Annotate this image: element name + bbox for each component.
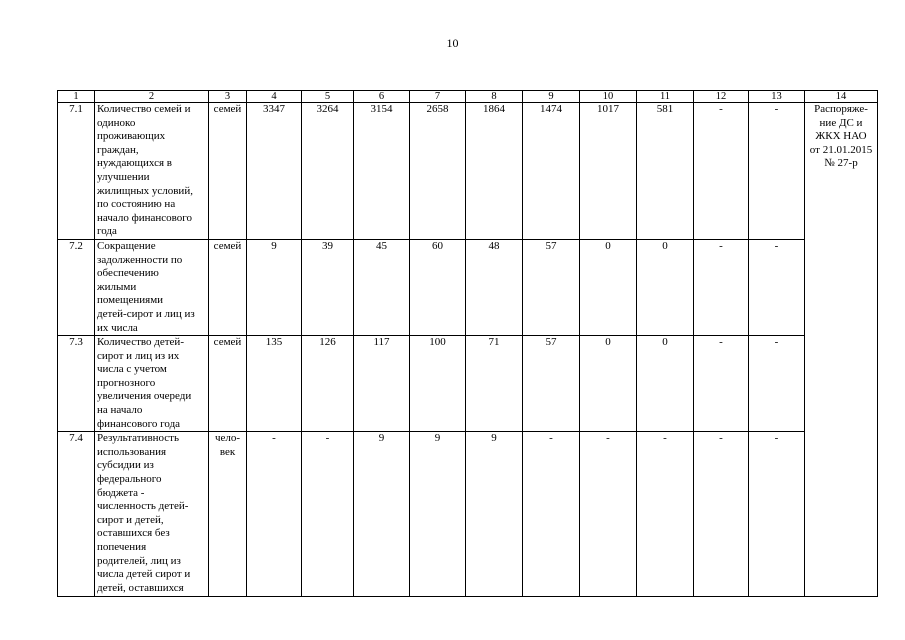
row-value: 71 [466, 336, 523, 432]
row-description-text: Количество семей и одиноко проживающих граждан, нуждающихся в улучшении жилищных условий, по состоянию на начало финансового года [97, 103, 193, 238]
row-value: 57 [523, 336, 580, 432]
row-value: 100 [410, 336, 466, 432]
row-value: 126 [302, 336, 354, 432]
row-number: 7.1 [58, 103, 95, 240]
row-value: 0 [637, 336, 694, 432]
row-value: - [247, 432, 302, 597]
column-header: 11 [637, 91, 694, 103]
column-header: 7 [410, 91, 466, 103]
column-header: 1 [58, 91, 95, 103]
row-unit-text: семей [213, 103, 242, 115]
row-value: - [749, 432, 805, 597]
table-header-row [58, 91, 878, 103]
row-value: - [694, 103, 749, 240]
column-header: 6 [354, 91, 410, 103]
row-value: 3154 [354, 103, 410, 240]
table-row [58, 239, 878, 335]
row-value: - [749, 239, 805, 335]
column-header: 14 [805, 91, 878, 103]
column-header: 13 [749, 91, 805, 103]
row-unit-text: семей [213, 336, 242, 349]
row-value: 581 [637, 103, 694, 240]
row-description-text: Результативность использования субсидии из федерального бюджета - численность детей- сирот и детей, оставшихся без попечения родителей, лиц из числа детей сирот и детей, оставшихся [97, 432, 191, 594]
row-description [95, 432, 209, 597]
row-value: - [749, 336, 805, 432]
table-row [58, 432, 878, 597]
row-description [95, 239, 209, 335]
row-number: 7.2 [58, 239, 95, 335]
row-value: - [694, 432, 749, 597]
row-value: - [302, 432, 354, 597]
row-unit [209, 103, 247, 240]
row-value: 45 [354, 239, 410, 335]
column-header: 8 [466, 91, 523, 103]
column-header: 10 [580, 91, 637, 103]
row-value: 0 [580, 336, 637, 432]
row-unit [209, 239, 247, 335]
column-header: 5 [302, 91, 354, 103]
column-header: 12 [694, 91, 749, 103]
row-value: - [749, 103, 805, 240]
column-header: 2 [95, 91, 209, 103]
row-value: 60 [410, 239, 466, 335]
row-value: 1474 [523, 103, 580, 240]
column-header: 4 [247, 91, 302, 103]
row-description [95, 103, 209, 240]
row-value: - [694, 336, 749, 432]
row-unit-text: чело- век [214, 432, 241, 458]
table-row [58, 336, 878, 432]
row-value: 48 [466, 239, 523, 335]
row-value: 1864 [466, 103, 523, 240]
indicator-table [57, 90, 878, 597]
row-value: - [580, 432, 637, 597]
row-value: - [694, 239, 749, 335]
table-row [58, 103, 878, 240]
row-number: 7.3 [58, 336, 95, 432]
row-description [95, 336, 209, 432]
row-value: 0 [637, 239, 694, 335]
row-value: 117 [354, 336, 410, 432]
page-number: 10 [446, 36, 459, 50]
column-header: 3 [209, 91, 247, 103]
row-description-text: Сокращение задолженности по обеспечению жилыми помещениями детей-сирот и лиц из их числа [97, 239, 195, 334]
source-text: Распоряже- ние ДС и ЖКХ НАО от 21.01.2015 № 27-р [809, 103, 873, 170]
row-unit [209, 336, 247, 432]
row-value: 135 [247, 336, 302, 432]
row-value: 2658 [410, 103, 466, 240]
row-value: 1017 [580, 103, 637, 240]
row-value: 9 [410, 432, 466, 597]
row-value: 9 [466, 432, 523, 597]
row-unit [209, 432, 247, 597]
row-value: 0 [580, 239, 637, 335]
source-cell [805, 103, 878, 597]
row-value: 9 [354, 432, 410, 597]
row-value: 9 [247, 239, 302, 335]
row-unit-text: семей [213, 239, 242, 252]
row-value: 3264 [302, 103, 354, 240]
row-value: 3347 [247, 103, 302, 240]
row-value: 57 [523, 239, 580, 335]
row-number: 7.4 [58, 432, 95, 597]
row-description-text: Количество детей- сирот и лиц из их числа с учетом прогнозного увеличения очереди на начало финансового года [97, 336, 192, 430]
column-header: 9 [523, 91, 580, 103]
row-value: 39 [302, 239, 354, 335]
row-value: - [523, 432, 580, 597]
row-value: - [637, 432, 694, 597]
